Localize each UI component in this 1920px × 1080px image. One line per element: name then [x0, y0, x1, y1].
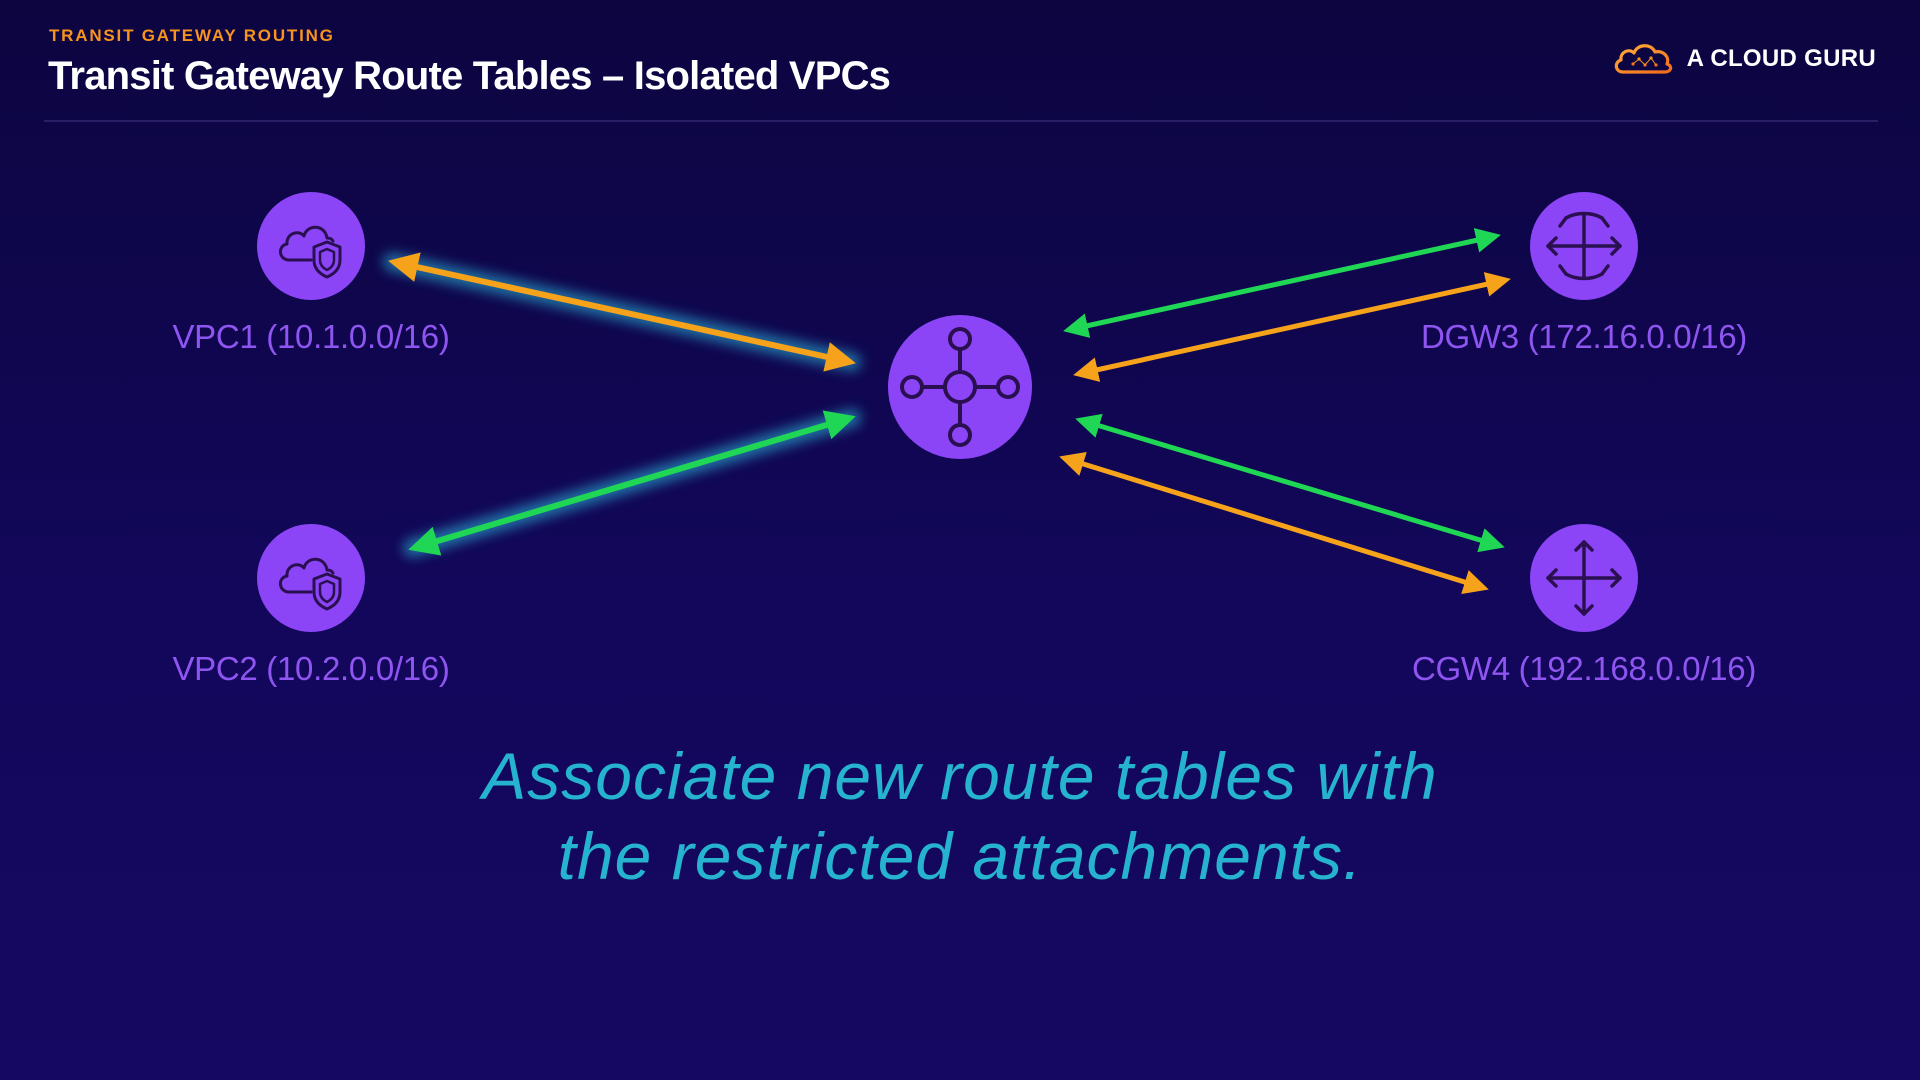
cgw4-label: CGW4 (192.168.0.0/16)	[1411, 650, 1757, 687]
caption-line-2: the restricted attachments.	[557, 819, 1363, 893]
direct-connect-gateway-icon	[1536, 198, 1632, 294]
dgw3-node	[1530, 192, 1638, 300]
transit-gateway-icon	[896, 323, 1024, 451]
vpc2-label: VPC2 (10.2.0.0/16)	[172, 650, 450, 687]
brand-name: A CLOUD GURU	[1686, 45, 1876, 72]
vpc2-node	[257, 524, 365, 632]
cgw4-node	[1530, 524, 1638, 632]
vpc-cloud-shield-icon	[273, 540, 349, 616]
dgw3-label: DGW3 (172.16.0.0/16)	[1421, 318, 1747, 355]
slide-title: Transit Gateway Route Tables – Isolated VPCs	[48, 54, 891, 98]
vpc-cloud-shield-icon	[273, 208, 349, 284]
customer-gateway-icon	[1536, 530, 1632, 626]
caption	[260, 736, 1660, 896]
vpc1-label: VPC1 (10.1.0.0/16)	[172, 318, 450, 355]
transit-gateway-node	[888, 315, 1032, 459]
arrow-hub-dgw3-green	[1068, 236, 1496, 330]
section-eyebrow: TRANSIT GATEWAY ROUTING	[49, 26, 335, 45]
arrow-vpc2-hub	[412, 418, 852, 548]
caption-line-1: Associate new route tables with	[482, 739, 1438, 813]
vpc1-node	[257, 192, 365, 300]
